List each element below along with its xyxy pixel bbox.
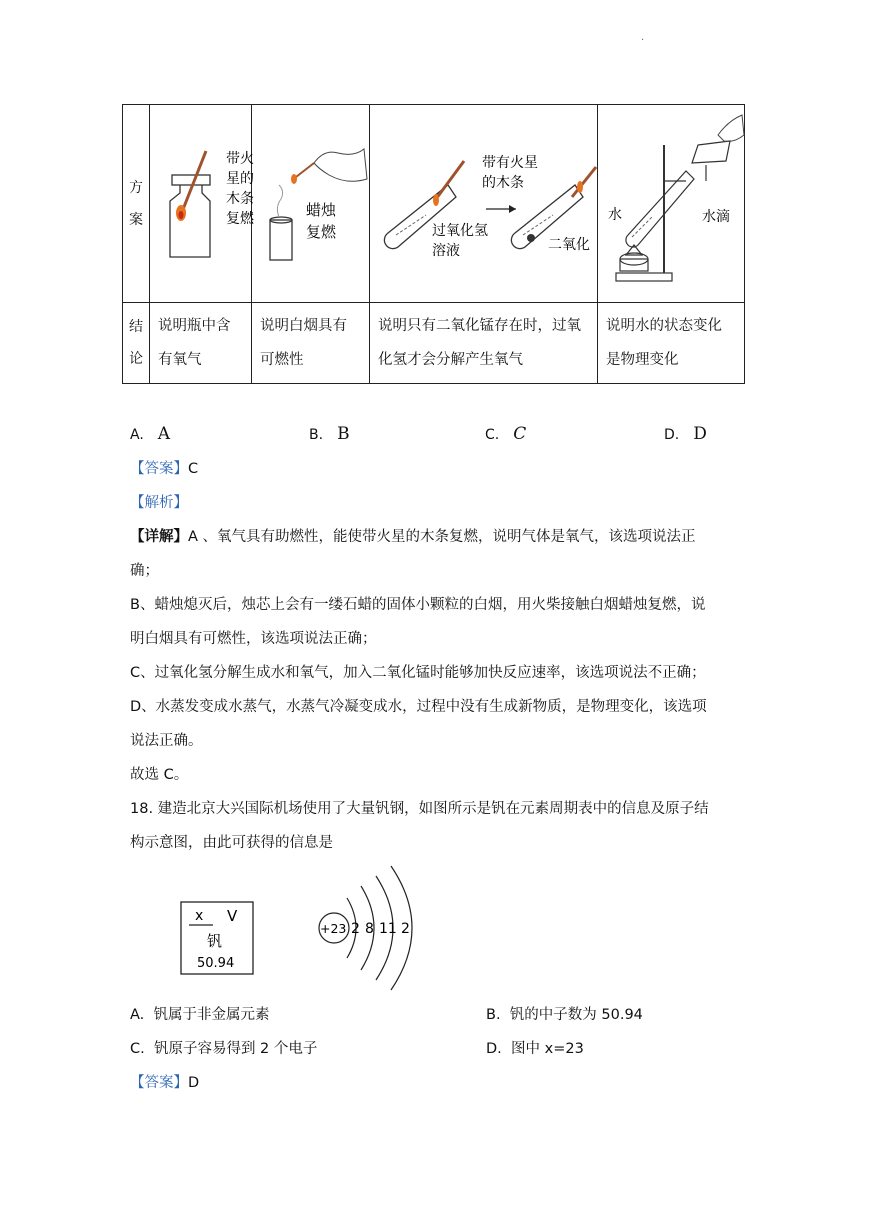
figure-c-label-top: 带有火星的木条 bbox=[482, 155, 538, 191]
figure-c bbox=[370, 105, 598, 303]
figure-c-test-tubes bbox=[370, 105, 597, 298]
table-row-conclusion bbox=[123, 303, 745, 384]
q17-option-c: C. C bbox=[485, 424, 527, 444]
q17-answer: 【答案】C bbox=[130, 461, 199, 477]
detail-line-6: 说法正确。 bbox=[130, 733, 203, 749]
q17-option-b: B. B bbox=[309, 424, 350, 444]
figure-d-apparatus bbox=[598, 105, 744, 298]
figure-b-candle bbox=[252, 105, 369, 298]
figure-a-bottle bbox=[150, 105, 254, 298]
figure-b-label: 蜡烛复燃 bbox=[306, 201, 337, 241]
experiment-table bbox=[122, 104, 745, 384]
detail-line-5: D、水蒸发变成水蒸气，水蒸气冷凝变成水，过程中没有生成新物质，是物理变化，该选项 bbox=[130, 699, 707, 715]
figure-c-label-liquid: 过氧化氢溶液 bbox=[432, 223, 488, 259]
shell-electrons: 11 bbox=[379, 921, 397, 937]
detail-line-7: 故选 C。 bbox=[130, 767, 189, 783]
analysis-tag: 【解析】 bbox=[130, 495, 188, 511]
q18-option-a: A. 钒属于非金属元素 bbox=[130, 1007, 270, 1023]
conclusion-d: 说明水的状态变化是物理变化 bbox=[598, 303, 745, 384]
detail-line-3: 明白烟具有可燃性，该选项说法正确； bbox=[130, 631, 377, 647]
element-number: x bbox=[195, 908, 204, 924]
figure-d-label-drop: 水滴 bbox=[702, 209, 730, 225]
vanadium-figure bbox=[175, 858, 445, 998]
conclusion-b: 说明白烟具有可燃性 bbox=[252, 303, 370, 384]
table-row-scheme bbox=[123, 105, 745, 303]
detail-line-2: B、蜡烛熄灭后，烛芯上会有一缕石蜡的固体小颗粒的白烟，用火柴接触白烟蜡烛复燃，说 bbox=[130, 597, 706, 613]
conclusion-a: 说明瓶中含有氧气 bbox=[150, 303, 252, 384]
q18-option-c: C. 钒原子容易得到 2 个电子 bbox=[130, 1041, 318, 1057]
figure-c-label-mno2: 二氧化 bbox=[548, 237, 590, 253]
element-mass: 50.94 bbox=[197, 956, 235, 971]
shell-electrons: 2 bbox=[401, 921, 410, 937]
figure-d-label-water: 水 bbox=[608, 207, 622, 223]
nucleus-charge: +23 bbox=[320, 921, 347, 936]
shell-electrons: 8 bbox=[365, 921, 374, 937]
figure-a-label: 带火星的木条复燃 bbox=[226, 151, 254, 227]
figure-d bbox=[598, 105, 745, 303]
q18-option-d: D. 图中 x=23 bbox=[486, 1041, 584, 1057]
row-label-conclusion: 结 论 bbox=[123, 303, 150, 384]
detail-line-1: 确； bbox=[130, 563, 159, 579]
header-dot: . bbox=[641, 32, 645, 43]
conclusion-c: 说明只有二氧化锰存在时，过氧化氢才会分解产生氧气 bbox=[370, 303, 598, 384]
figure-a bbox=[150, 105, 252, 303]
element-name: 钒 bbox=[207, 932, 223, 950]
q18-answer: 【答案】D bbox=[130, 1075, 200, 1091]
q17-option-a: A. A bbox=[130, 424, 171, 444]
detail-line-0: 【详解】A 、氧气具有助燃性，能使带火星的木条复燃，说明气体是氧气，该选项说法正 bbox=[130, 529, 696, 545]
shell-electrons: 2 bbox=[351, 921, 360, 937]
q17-option-d: D. D bbox=[664, 424, 707, 444]
row-label-scheme: 方 案 bbox=[123, 105, 150, 303]
element-symbol: V bbox=[227, 907, 238, 925]
figure-b bbox=[252, 105, 370, 303]
detail-line-4: C、过氧化氢分解生成水和氧气，加入二氧化锰时能够加快反应速率，该选项说法不正确； bbox=[130, 665, 706, 681]
q18-option-b: B. 钒的中子数为 50.94 bbox=[486, 1007, 643, 1023]
q18-stem-line-2: 构示意图，由此可获得的信息是 bbox=[130, 835, 333, 851]
q18-stem-line-1: 18. 建造北京大兴国际机场使用了大量钒钢，如图所示是钒在元素周期表中的信息及原子结 bbox=[130, 801, 709, 817]
